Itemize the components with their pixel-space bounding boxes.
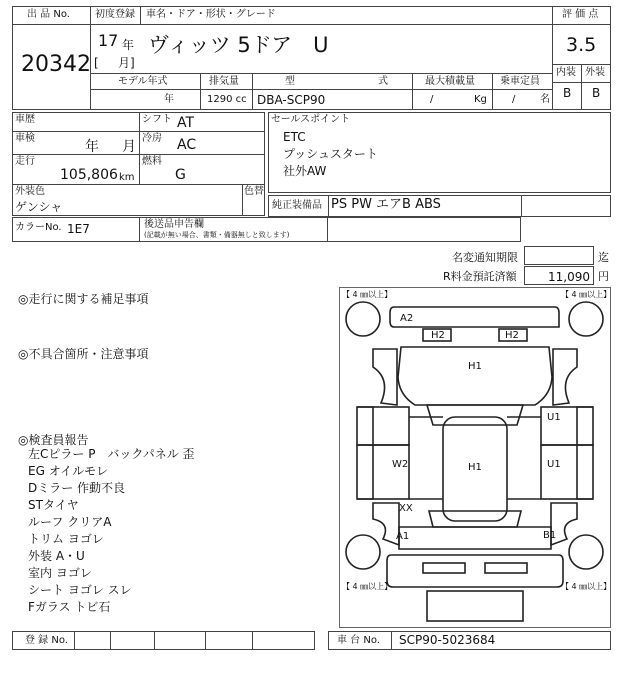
sales-point-3: 社外AW (283, 164, 327, 178)
inspector-label: ◎検査員報告 (18, 433, 89, 447)
inspector-line: 外装 A・U (28, 549, 85, 563)
damage-diagram (339, 287, 611, 628)
mark-h2-right: H2 (505, 330, 519, 341)
mark-b1: B1 (543, 530, 557, 541)
load-slash: / (430, 94, 434, 105)
equipment-label: 純正装備品 (272, 200, 322, 211)
first-reg-month-open: [ (94, 56, 99, 70)
score-value: 3.5 (566, 34, 597, 56)
aftermarket-label: 後送品申告欄 (144, 219, 204, 230)
fuel-value: G (175, 167, 186, 183)
interior-score: B (563, 86, 572, 100)
mark-w2: W2 (392, 459, 409, 470)
exterior-score-label: 外装 (585, 67, 605, 78)
exterior-color-label: 外装色 (15, 186, 45, 197)
mark-u1-lower: U1 (547, 459, 561, 470)
max-load-header: 最大積載量 (425, 76, 475, 87)
capacity-slash: / (512, 94, 516, 105)
inspector-line: STタイヤ (28, 498, 79, 512)
chassis-value: SCP90-5023684 (399, 633, 496, 647)
recycle-value: 11,090 (548, 270, 590, 284)
mileage-value: 105,806 (60, 167, 118, 183)
load-unit: Kg (474, 94, 487, 105)
recycle-unit: 円 (598, 270, 609, 283)
mark-a2: A2 (400, 313, 414, 324)
name-change-field (524, 246, 594, 265)
lot-label: 出 品 No. (27, 9, 70, 20)
fuel-label: 燃料 (142, 156, 162, 167)
shift-value: AT (177, 115, 195, 131)
aftermarket-note: (記載が無い場合、書類・備器無しと致します) (144, 231, 290, 239)
equipment-value: PS PW エアB ABS (331, 197, 441, 212)
inspector-line: Dミラー 作動不良 (28, 481, 126, 495)
history-label: 車歴 (15, 114, 35, 125)
inspector-line: 室内 ヨゴレ (28, 566, 92, 580)
tire-front-right: 【 4 ㎜以上】 (561, 290, 611, 299)
mileage-unit: km (119, 172, 135, 183)
inspector-line: 左Cピラー P バックパネル 歪 (28, 447, 195, 461)
inspector-line: シート ヨゴレ スレ (28, 583, 132, 597)
lot-number: 20342 (21, 52, 91, 77)
mark-a1: A1 (396, 531, 410, 542)
inspector-line: Fガラス トビ石 (28, 600, 111, 614)
exterior-score: B (592, 86, 601, 100)
first-reg-year-unit: 年 (122, 38, 135, 52)
score-label: 評 価 点 (562, 9, 599, 20)
capacity-header: 乗車定員 (500, 76, 540, 87)
sales-point-2: プッシュスタート (283, 147, 378, 161)
exterior-color-value: ゲンシャ (15, 200, 63, 214)
inspection-month: 月 (122, 139, 136, 155)
recolor-label: 色替 (244, 186, 264, 197)
aircon-label: 冷房 (142, 133, 162, 144)
type-header: 型 (285, 76, 295, 87)
driving-notes-label: ◎走行に関する補足事項 (18, 292, 149, 306)
first-reg-label: 初度登録 (95, 9, 135, 20)
displacement-value: 1290 cc (207, 94, 247, 105)
mark-h1-roof: H1 (468, 462, 482, 473)
color-no-value: 1E7 (67, 222, 90, 236)
car-name-value: ヴィッツ 5ドア U (148, 33, 329, 57)
inspector-line: ルーフ クリアA (28, 515, 112, 529)
tire-rear-right: 【 4 ㎜以上】 (561, 582, 611, 591)
inspector-line: EG オイルモレ (28, 464, 109, 478)
registration-label: 登 録 No. (25, 635, 68, 646)
car-name-label: 車名・ドア・形状・グレード (146, 9, 276, 20)
chassis-label: 車 台 No. (337, 635, 380, 646)
aircon-value: AC (177, 137, 197, 153)
recycle-label: R料金預託済額 (443, 270, 517, 283)
sales-point-1: ETC (283, 130, 306, 144)
shift-label: シフト (142, 114, 172, 125)
tire-front-left: 【 4 ㎜以上】 (342, 290, 393, 299)
name-change-label: 名変通知期限 (452, 251, 518, 264)
type-header-2: 式 (378, 76, 388, 87)
first-reg-month-unit: 月] (118, 56, 135, 70)
mark-h1-hood: H1 (468, 361, 482, 372)
inspection-year: 年 (85, 139, 99, 155)
name-change-unit: 迄 (598, 251, 609, 264)
model-year-header: モデル年式 (118, 76, 168, 87)
mark-h2-left: H2 (431, 330, 445, 341)
tire-rear-left: 【 4 ㎜以上】 (342, 582, 393, 591)
inspector-line: トリム ヨゴレ (28, 532, 104, 546)
displacement-header: 排気量 (209, 76, 239, 87)
model-year-unit: 年 (164, 94, 174, 105)
mileage-label: 走行 (15, 156, 35, 167)
color-no-label: カラーNo. (15, 222, 62, 233)
mark-u1-upper: U1 (547, 412, 561, 423)
first-reg-year: 17 (98, 31, 119, 50)
type-value: DBA-SCP90 (257, 93, 326, 107)
defects-label: ◎不具合箇所・注意事項 (18, 347, 149, 361)
interior-score-label: 内装 (556, 67, 576, 78)
mark-xx: XX (399, 503, 413, 514)
inspection-label: 車検 (15, 133, 35, 144)
capacity-unit: 名 (540, 94, 550, 105)
sales-points-label: セールスポイント (271, 114, 351, 125)
